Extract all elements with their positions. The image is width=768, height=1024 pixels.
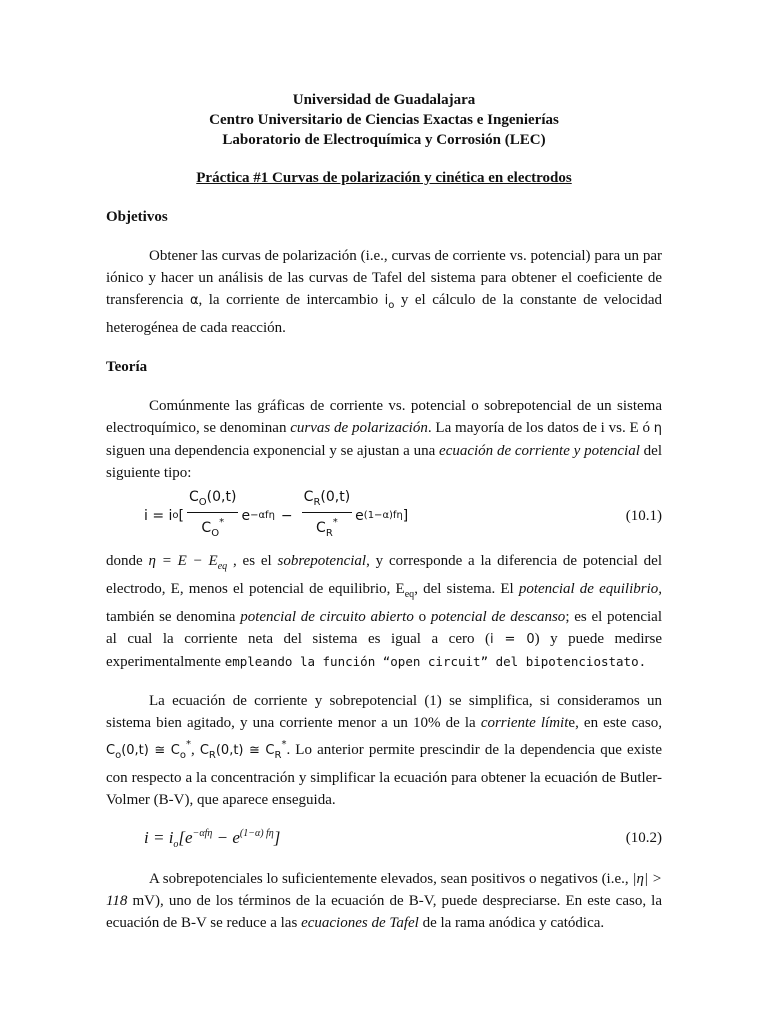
practice-title: Práctica #1 Curvas de polarización y cinética en electrodos — [196, 170, 572, 186]
donde-paragraph: donde $\eta = E - E_{eq}$ , es el sobrepotencial, y corresponde a la diferencia de potencial del electrodo, E, menos el potencial de equilibrio, $E_{eq}$, del sistema. El potencial de equilibrio, también se denomina potencial de circuito abierto o potencial de descanso; es el potencial al cual la corriente neta del sistema es igual a cero (i = 0) y puede medirse experimentalmente empleando la función “open circuit” del bipotenciostato. — [106, 553, 663, 670]
equation-10-1-body: i = i o [ $\frac{C_O(0,t)}{C_O^*}$ e −αfη − $\frac{C_R(0,t)}{C_R^*}$ e (1−α)fη ] — [144, 492, 408, 540]
equation-10-2 — [106, 821, 662, 851]
equation-10-1 — [106, 489, 662, 540]
cr-condition: $C_R(0,t)$ ≅ $C_R^*$ — [199, 739, 287, 761]
header-lab: Laboratorio de Electroquímica y Corrosión (LEC) — [222, 132, 546, 148]
header-center: Centro Universitario de Ciencias Exactas e Ingenierías — [209, 112, 559, 128]
butler-volmer-paragraph: La ecuación de corriente y sobrepotencial (1) se simplifica, si consideramos un sistema bien agitado, y una corriente menor a un 10% de la corriente límite, en este caso, $C_o(0,t)$ ≅ $C_o^*$, $C_R(0,t)$ ≅ $C_R^*$. Lo anterior permite prescindir de la dependencia que existe con respecto a la concentración y simplificar la ecuación para obtener la ecuación de Butler-Volmer (B-V), que aparece enseguida. — [106, 693, 662, 808]
objetivos-heading: Objetivos — [106, 209, 168, 225]
eta-symbol: η — [653, 421, 663, 436]
co-condition: $C_o(0,t)$ ≅ $C_o^*$ — [106, 739, 191, 761]
institution-header — [106, 90, 662, 150]
fraction-cr: $\frac{C_R(0,t)}{C_R^*}$ — [303, 489, 351, 539]
io-symbol: $i_o$ — [384, 293, 395, 311]
document-page — [106, 90, 662, 934]
header-university: Universidad de Guadalajara — [292, 92, 476, 108]
alpha-symbol: α — [189, 293, 199, 308]
equation-10-2-body: $i = i_o[e^{-\alpha f\eta} - e^{(1-\alpha) f\eta}]$ — [144, 828, 281, 850]
fraction-co: $\frac{C_O(0,t)}{C_O^*}$ — [189, 489, 237, 539]
teoria-paragraph: Comúnmente las gráficas de corriente vs. potencial o sobrepotencial de un sistema electroquímico, se denominan curvas de polarización. La mayoría de los datos de i vs. E ó η siguen una dependencia exponencial y se ajustan a una ecuación de corriente y potencial del siguiente tipo: — [106, 398, 663, 481]
tafel-paragraph: A sobrepotenciales lo suficientemente elevados, sean positivos o negativos (i.e., |η| > 118 mV), uno de los términos de la ecuación de B-V, puede despreciarse. En este caso, la ecuación de B-V se reduce a las ecuaciones de Tafel de la rama anódica y catódica. — [106, 871, 663, 931]
equation-number-10-1: (10.1) — [625, 508, 662, 524]
teoria-heading: Teoría — [106, 359, 148, 375]
objetivos-paragraph: Obtener las curvas de polarización (i.e., curvas de corriente vs. potencial) para un par iónico y hacer un análisis de las curvas de Tafel del sistema para obtener el coeficiente de transferencia α, la corriente de intercambio $i_o$ y el cálculo de la constante de velocidad heterogénea de cada reacción. — [106, 248, 663, 336]
equation-number-10-2: (10.2) — [625, 830, 662, 846]
